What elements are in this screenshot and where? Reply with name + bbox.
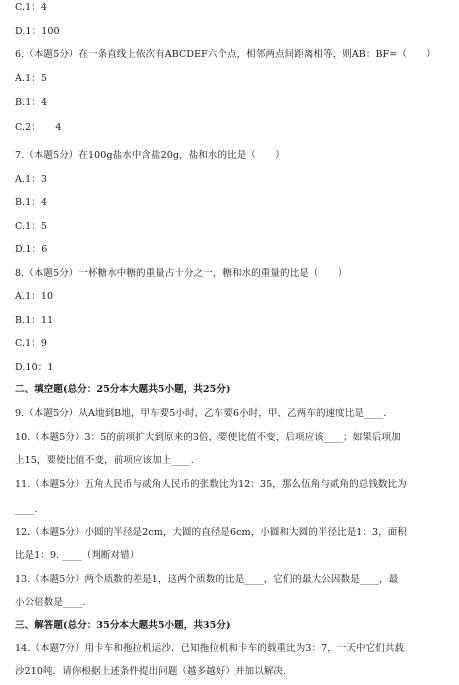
q11-line-2: ____. [15, 504, 38, 515]
q13-line-1: 13.（本题5分）两个质数的差是1，这两个质数的比是____，它们的最大公因数是____，最 [15, 574, 399, 585]
q14-line-1: 14.（本题7分）用卡车和拖拉机运沙．已知拖拉机和卡车的载重比为3：7，一天中它们共载 [15, 643, 405, 654]
q10-line-1: 10.（本题5分）3：5的前项扩大到原来的3倍，要使比值不变，后项应该____；如果后项加 [15, 432, 401, 443]
q12-line-1: 12.（本题5分）小圆的半径是2cm，大圆的直径是6cm，小圆和大圆的半径比是1：3，面积 [15, 527, 407, 538]
q11-line-1: 11.（本题5分）五角人民币与贰角人民币的张数比为12：35，那么伍角与贰角的总钱数比为 [15, 479, 407, 490]
q13-line-2: 小公倍数是____. [15, 597, 86, 608]
q6-option-b: B.1：4 [15, 97, 48, 108]
q6-option-c: C.2： 4 [15, 122, 62, 133]
q7-stem: 7.（本题5分）在100g盐水中含盐20g，盐和水的比是（ ） [15, 150, 285, 161]
q7-option-c: C.1：5 [15, 221, 48, 232]
section-2-heading: 二、填空题(总分：25分本大题共5小题，共25分) [15, 384, 231, 395]
q8-option-d: D.10：1 [15, 362, 54, 373]
q5-option-c: C.1：4 [15, 2, 48, 13]
q5-option-d: D.1：100 [15, 26, 60, 37]
q7-option-d: D.1：6 [15, 244, 48, 255]
q14-line-2: 沙210吨．请你根据上述条件提出问题（越多越好）并加以解决. [15, 666, 287, 677]
q8-option-b: B.1：11 [15, 315, 54, 326]
q7-option-a: A.1：3 [15, 174, 47, 185]
q6-option-a: A.1：5 [15, 73, 47, 84]
q10-line-2: 上15，要使比值不变，前项应该加上____. [15, 455, 194, 466]
q6-stem: 6.（本题5分）在一条直线上依次有ABCDEF六个点，相邻两点间距离相等，则AB：BF=（ ） [15, 49, 436, 60]
q8-option-a: A.1：10 [15, 291, 54, 302]
section-3-heading: 三、解答题(总分：35分本大题共5小题，共35分) [15, 620, 231, 631]
q9-text: 9.（本题5分）从A地到B地，甲车要5小时，乙车要6小时，甲、乙两车的速度比是____. [15, 408, 387, 419]
q8-option-c: C.1：9 [15, 338, 48, 349]
q12-line-2: 比是1：9. ____（判断对错） [15, 550, 140, 561]
q8-stem: 8.（本题5分）一杯糖水中糖的重量占十分之一，糖和水的重量的比是（ ） [15, 268, 348, 279]
q7-option-b: B.1：4 [15, 197, 48, 208]
